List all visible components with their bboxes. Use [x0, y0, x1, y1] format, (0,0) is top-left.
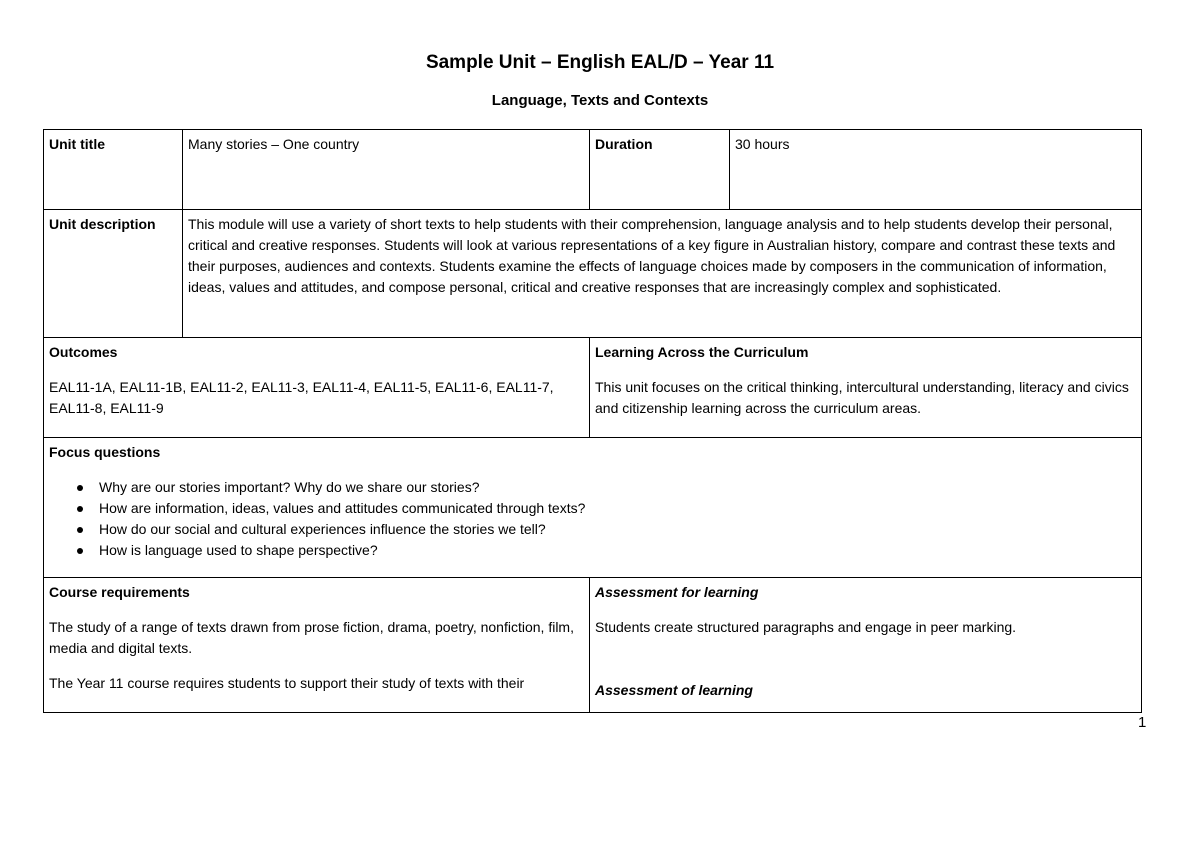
unit-description-label: Unit description: [44, 210, 183, 338]
document-title: Sample Unit – English EAL/D – Year 11: [425, 52, 775, 73]
unit-table: [43, 129, 1142, 713]
course-requirements-para-1: The study of a range of texts drawn from prose fiction, drama, poetry, nonfiction, film, media and digital texts.: [49, 619, 574, 656]
focus-questions-label: Focus questions: [49, 444, 161, 460]
outcomes-value: EAL11-1A, EAL11-1B, EAL11-2, EAL11-3, EAL11-4, EAL11-5, EAL11-6, EAL11-7, EAL11-8, EAL11-9: [49, 379, 554, 416]
course-assessment-row: [44, 578, 1142, 713]
outcomes-label: Outcomes: [49, 344, 118, 360]
unit-description-value: This module will use a variety of short texts to help students with their comprehension, language analysis and to help students develop their personal, critical and creative responses. Students will look at various representations of a key figure in Australian history, compare and contrast these texts and their purposes, audiences and contexts. Students examine the effects of language choices made by composers in the communication of information, ideas, values and attitudes, and compose personal, critical and creative responses that are increasingly complex and sophisticated.: [183, 210, 1142, 338]
focus-questions-row: [44, 438, 1142, 578]
unit-title-row: [44, 130, 1142, 210]
course-requirements-label: Course requirements: [49, 584, 190, 600]
focus-question-item: Why are our stories important? Why do we share our stories?: [99, 477, 1136, 498]
learning-across-label: Learning Across the Curriculum: [595, 344, 809, 360]
duration-value: 30 hours: [730, 130, 1142, 210]
unit-title-label: Unit title: [44, 130, 183, 210]
assessment-for-learning-value: Students create structured paragraphs and engage in peer marking.: [595, 619, 1017, 635]
page-number: 1: [1138, 714, 1147, 731]
focus-questions-cell: [44, 438, 1142, 578]
focus-question-item: How are information, ideas, values and attitudes communicated through texts?: [99, 498, 1136, 519]
unit-title-value: Many stories – One country: [183, 130, 590, 210]
focus-questions-list: [49, 477, 1136, 561]
course-requirements-para-2: The Year 11 course requires students to support their study of texts with their: [49, 675, 525, 691]
assessment-cell: [590, 578, 1142, 713]
document-subtitle: Language, Texts and Contexts: [491, 92, 709, 109]
unit-description-row: [44, 210, 1142, 338]
assessment-of-learning-label: Assessment of learning: [595, 682, 753, 698]
learning-across-cell: [590, 338, 1142, 438]
learning-across-value: This unit focuses on the critical thinking, intercultural understanding, literacy and civics and citizenship learning across the curriculum areas.: [595, 379, 1129, 416]
assessment-for-learning-label: Assessment for learning: [595, 584, 759, 600]
duration-label: Duration: [590, 130, 730, 210]
course-requirements-cell: [44, 578, 590, 713]
focus-question-item: How do our social and cultural experiences influence the stories we tell?: [99, 519, 1136, 540]
focus-question-item: How is language used to shape perspective?: [99, 540, 1136, 561]
outcomes-row: [44, 338, 1142, 438]
outcomes-cell: [44, 338, 590, 438]
